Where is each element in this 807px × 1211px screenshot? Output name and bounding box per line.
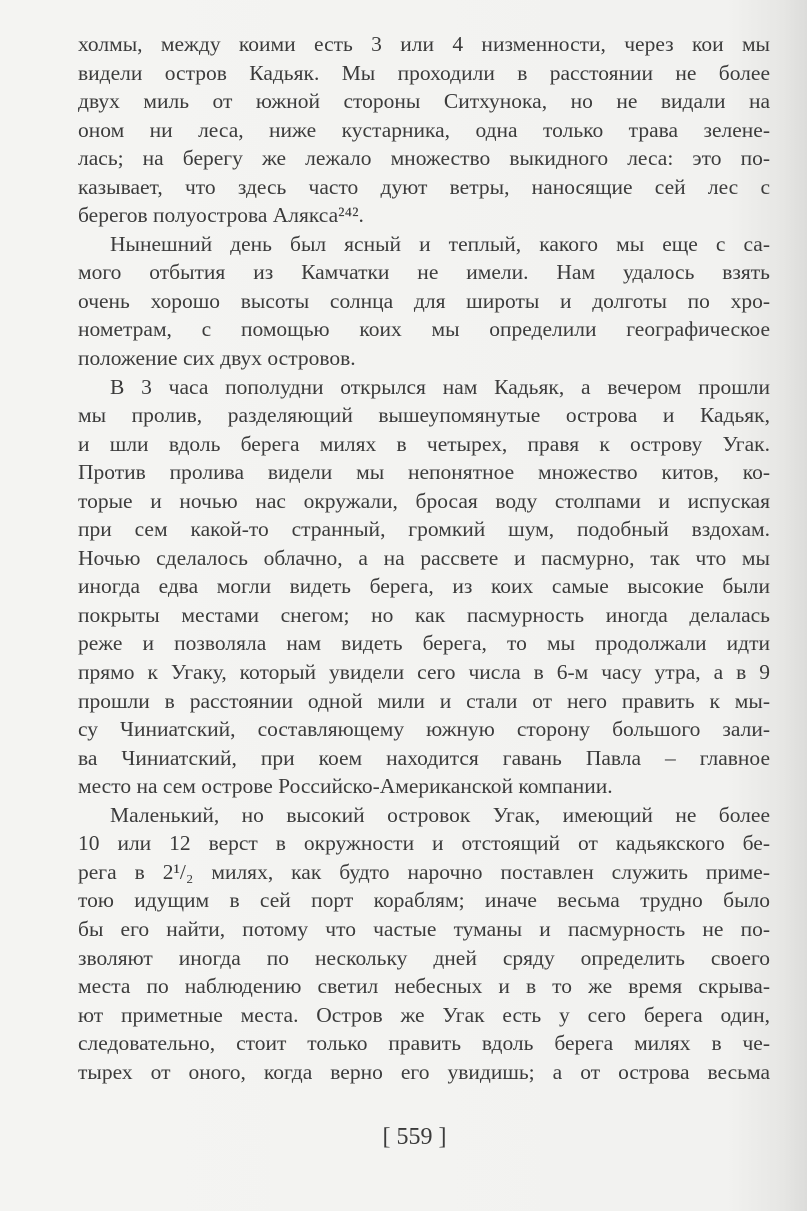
text-line: нометрам, с помощью коих мы определили географическое — [78, 317, 770, 342]
text-line: покрыты местами снегом; но как пасмурность иногда делалась — [78, 602, 770, 627]
page-number: [ 559 ] — [382, 1124, 447, 1150]
text-line: берегов полуострова Алякса²⁴². — [78, 203, 364, 228]
text-line: Ночью сделалось облачно, а на рассвете и пасмурно, так что мы — [78, 545, 770, 570]
text-line: положение сих двух островов. — [78, 346, 356, 371]
text-line: следовательно, стоит только править вдоль берега милях в че- — [78, 1031, 770, 1056]
text-line: зволяют иногда по нескольку дней сряду определить своего — [78, 945, 770, 970]
text-line: тою идущим в сей порт кораблям; иначе весьма трудно было — [78, 888, 770, 913]
text-line: 10 или 12 верст в окружности и отстоящий от кадьякского бе- — [78, 831, 770, 856]
text-line: реже и позволяла нам видеть берега, то мы продолжали идти — [78, 631, 770, 656]
text-line: тырех от оного, когда верно его увидишь; а от острова весьма — [78, 1059, 770, 1084]
paragraph — [78, 801, 770, 1086]
text-line: В 3 часа пополудни открылся нам Кадьяк, а вечером прошли — [110, 374, 770, 399]
page-body-text — [78, 30, 770, 1086]
text-line: холмы, между коими есть 3 или 4 низменности, через кои мы — [78, 32, 770, 56]
text-line: су Чиниатский, составляющему южную сторону большого зали- — [78, 717, 770, 742]
text-line: и шли вдоль берега милях в четырех, правя к острову Угак. — [78, 431, 770, 456]
text-line: мого отбытия из Камчатки не имели. Нам удалось взять — [78, 260, 770, 285]
text-line: прошли в расстоянии одной мили и стали от него править к мы- — [78, 688, 770, 713]
text-line: оном ни леса, ниже кустарника, одна только трава зелене- — [78, 117, 770, 142]
text-line: Против пролива видели мы непонятное множество китов, ко- — [78, 460, 770, 485]
text-line: очень хорошо высоты солнца для широты и долготы по хро- — [78, 288, 770, 313]
text-line: ва Чиниатский, при коем находится гавань Павла – главное — [78, 745, 770, 770]
text-line: Маленький, но высокий островок Угак, имеющий не более — [110, 802, 770, 827]
text-line: мы пролив, разделяющий вышеупомянутые острова и Кадьяк, — [78, 403, 770, 428]
paragraph — [78, 30, 770, 230]
text-line: видели остров Кадьяк. Мы проходили в расстоянии не более — [78, 60, 770, 85]
text-line: при сем какой-то странный, громкий шум, подобный вздохам. — [78, 517, 770, 542]
text-line: двух миль от южной стороны Ситхунока, но не видали на — [78, 89, 770, 114]
text-line: рега в 2¹/₂ милях, как будто нарочно поставлен служить приме- — [78, 859, 770, 884]
paragraph — [78, 230, 770, 373]
text-line: лась; на берегу же лежало множество выкидного леса: это по- — [78, 146, 770, 171]
text-line: торые и ночью нас окружали, бросая воду столпами и испуская — [78, 488, 770, 513]
paragraph — [78, 373, 770, 801]
text-line: ют приметные места. Остров же Угак есть у сего берега один, — [78, 1002, 770, 1027]
text-line: иногда едва могли видеть берега, из коих самые высокие были — [78, 574, 770, 599]
text-line: Нынешний день был ясный и теплый, какого мы еще с са- — [110, 231, 770, 256]
text-line: бы его найти, потому что частые туманы и пасмурность не по- — [78, 916, 770, 941]
text-line: казывает, что здесь часто дуют ветры, наносящие сей лес с — [78, 174, 770, 199]
text-line: прямо к Угаку, который увидели сего числа в 6-м часу утра, а в 9 — [78, 660, 770, 685]
text-line: место на сем острове Российско-Американской компании. — [78, 774, 613, 799]
text-line: места по наблюдению светил небесных и в то же время скрыва- — [78, 974, 770, 999]
